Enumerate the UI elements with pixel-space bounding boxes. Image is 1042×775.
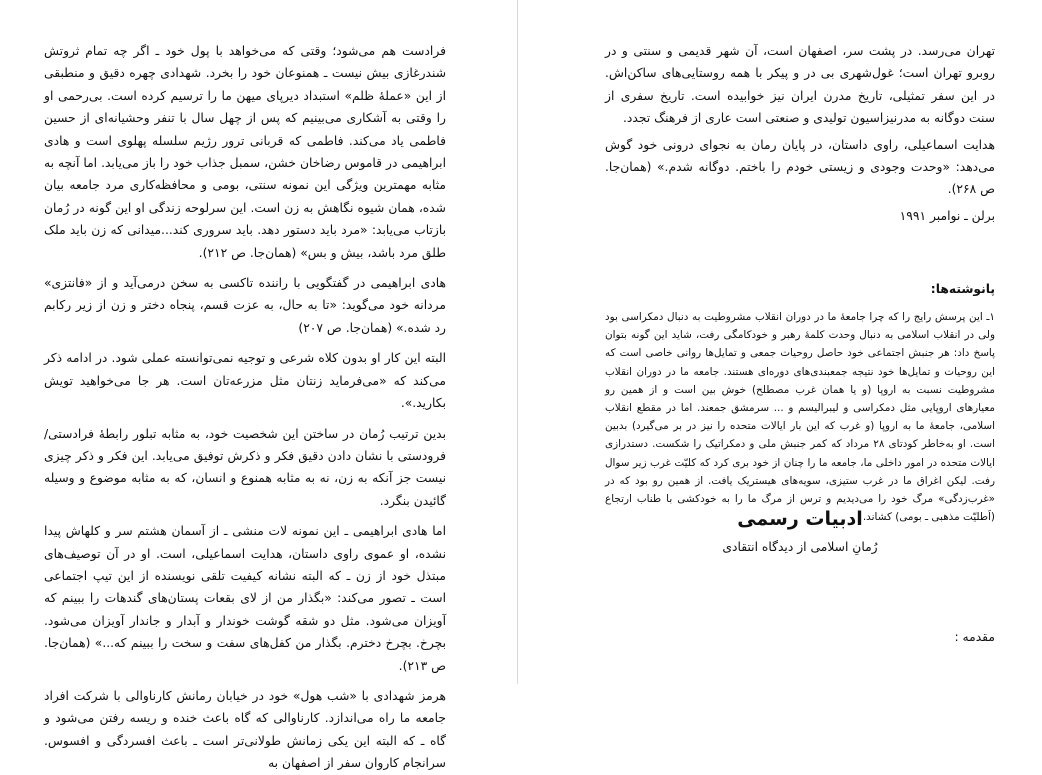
right-paragraph-1: تهران می‌رسد. در پشت سر، اصفهان است، آن شهر قدیمی و سنتی و در روبرو تهران است؛ غول‌شهری بی در و پیکر با همه روستایی‌های ساکن‌اش. در این سفر تمثیلی، تاریخ مدرن ایران نیز خوابیده است. تاریخ سفری از سنت دوگانه به مدرنیزاسیون تولیدی و صنعتی است عاری از فرهنگ تجدد. [605,44,995,126]
left-paragraph-4: بدین ترتیب رُمان در ساختن این شخصیت خود، به مثابه تبلور رابطهٔ فرادستی/ فرودستی با نشان دادن دقیق فکر و ذکرش توفیق می‌یابد. این فکر و ذکر چیزی نیست جز آنکه به زن، نه به مثابه همنوع و انسان، که به مثابه موضوع و وسیله گائیدن بنگرد. [44,426,446,508]
left-page [44,40,446,771]
left-paragraph-2: هادی ابراهیمی در گفتگویی با راننده تاکسی به سخن درمی‌آید و از «فانتزی» مردانه خود می‌گوید: «تا به حال، به عزت قسم، پنجاه دختر و زن از زیر رکابم رد شده.» (همان‌جا. ص ۲۰۷) [44,276,446,335]
intro-label: مقدمه : [954,630,995,644]
left-paragraph-5: اما هادی ابراهیمی ـ این نمونه لات منشی ـ از آسمان هشتم سر و کلهاش پیدا نشده، او عموی راوی داستان، هدایت اسماعیلی، است. او در آن توصیف‌های مبتذل خود از زن ـ که البته نشانه کیفیت تلقی نویسنده از این تیپ اجتماعی است ـ تصور می‌کند: «بگذار من از لای بقعات پستان‌های گندهات را ببینم که آویزان می‌شود. مثل دو شقه گوشت خوندار و آبدار و جاندار آویزان می‌شود. بچرخ. بچرخ دخترم. بگذار من کفل‌های سفت و سخت را ببینم که...» (همان‌جا. ص ۲۱۳). [44,524,446,673]
right-paragraph-2: هدایت اسماعیلی، راوی داستان، در پایان رمان به نجوای درونی خود گوش می‌دهد: «وحدت وجودی و زیستی خودم را باختم. دوگانه شدم.» (همان‌جا. ص ۲۶۸). [605,137,995,197]
section-title: ادبیات رسمی [737,508,863,530]
section-subtitle: رُمانِ اسلامی از دیدگاه انتقادی [722,540,878,554]
left-paragraph-6: هرمز شهدادی با «شب هول» خود در خیابان رمانش کارناوالی با شرکت افراد جامعه ما راه می‌اندازد. کارناوالی که گاه باعث خنده و ریسه رفتن می‌شود و گاه ـ که البته این یکی زمانش طولانی‌تر است ـ باعث افسردگی و افسوس. سرانجام کاروان سفر از اصفهان به [44,688,446,771]
signature-place-date: برلن ـ نوامبر ۱۹۹۱ [899,208,995,223]
left-paragraph-1: فرادست هم می‌شود؛ وقتی که می‌خواهد با پول خود ـ اگر چه تمام ثروتش شندرغازی بیش نیست ـ همنوعان خود را بخرد. شهدادی چهره دقیق و منطبقی از این «عملهٔ ظلم» استبداد دیرپای میهن ما را ترسیم کرده است. بی‌رحمی او را وقتی به آشکاری می‌بینیم که پس از چهل سال با تنفر وحشیانه‌ای از حسین فاطمی یاد می‌کند. فاطمی که قربانی ترور رژیم سلسله پهلوی است و هادی ابراهیمی در قاموس رضاخان خشن، سمبل جذاب خود را باز می‌یابد. اما آنچه به مثابه مهمترین ویژگی این نمونه سنتی، بومی و محافظه‌کاری مرد جامعه بیان شده، همان شیوه نگاهش به زن است. این سرلوحه زندگی او این گونه در رُمان بازتاب می‌یابد: «مرد باید دستور دهد. باید سروری کند...میدانی که زن باید ملک طلق مرد باشد، بیش و بس» (همان‌جا. ص ۲۱۲). [44,44,446,260]
footnotes-heading: پانوشته‌ها: [930,282,995,296]
left-paragraph-3: البته این کار او بدون کلاه شرعی و توجیه نمی‌توانسته عملی شود. در ادامه ذکر می‌کند که «می‌فرماید زنتان مثل مزرعه‌تان است. هر جا می‌خواهید تویش بکارید.». [44,351,446,411]
footnote-1: ۱ـ این پرسش رایج را که چرا جامعهٔ ما در دوران انقلاب مشروطیت به دنبال دمکراسی بود ولی در انقلاب اسلامی به دنبال وحدت کلمهٔ رهبر و خودکامگی رفت، شاید این گونه بتوان پاسخ داد: هر جنبش اجتماعی خود حاصل روحیات جمعی و تمایل‌ها روانی خاصی است که این روحیات و تمایل‌ها خود نتیجه جمعبندی‌های دوره‌ای هستند. جامعه ما در دوران انقلاب مشروطیت نسبت به اروپا (و یا همان غرب مصطلح) خوش بین است و از همین رو معیارهای اروپایی مثل دمکراسی و لیبرالیسم و ... سرمشق جمعند. اما در مقطع انقلاب اسلامی، جامعهٔ ما به اروپا (و غرب که این بار ایالات متحده را نیز در بر می‌گیرد) بدبین است. او به‌خاطر کودتای ۲۸ مرداد که کمر جنبش ملی و دمکراتیک را شکست. دستدرازی ایالات متحده در امور داخلی ما، جامعه ما را چنان از خود بری کرد که کلیّت غرب زیر سوال رفت. لیکن اغراق ما در غرب ستیزی، سویه‌های هیستریک یافت. از همین رو بود که در «غرب‌زدگی» مرگ خود را می‌دیدیم و ترس از مرگ ما را به خودکشی با طناب ارتجاع (اَطلیّت مذهبی ـ بومی) کشاند. [605,311,996,524]
page-gutter-divider [517,0,518,684]
